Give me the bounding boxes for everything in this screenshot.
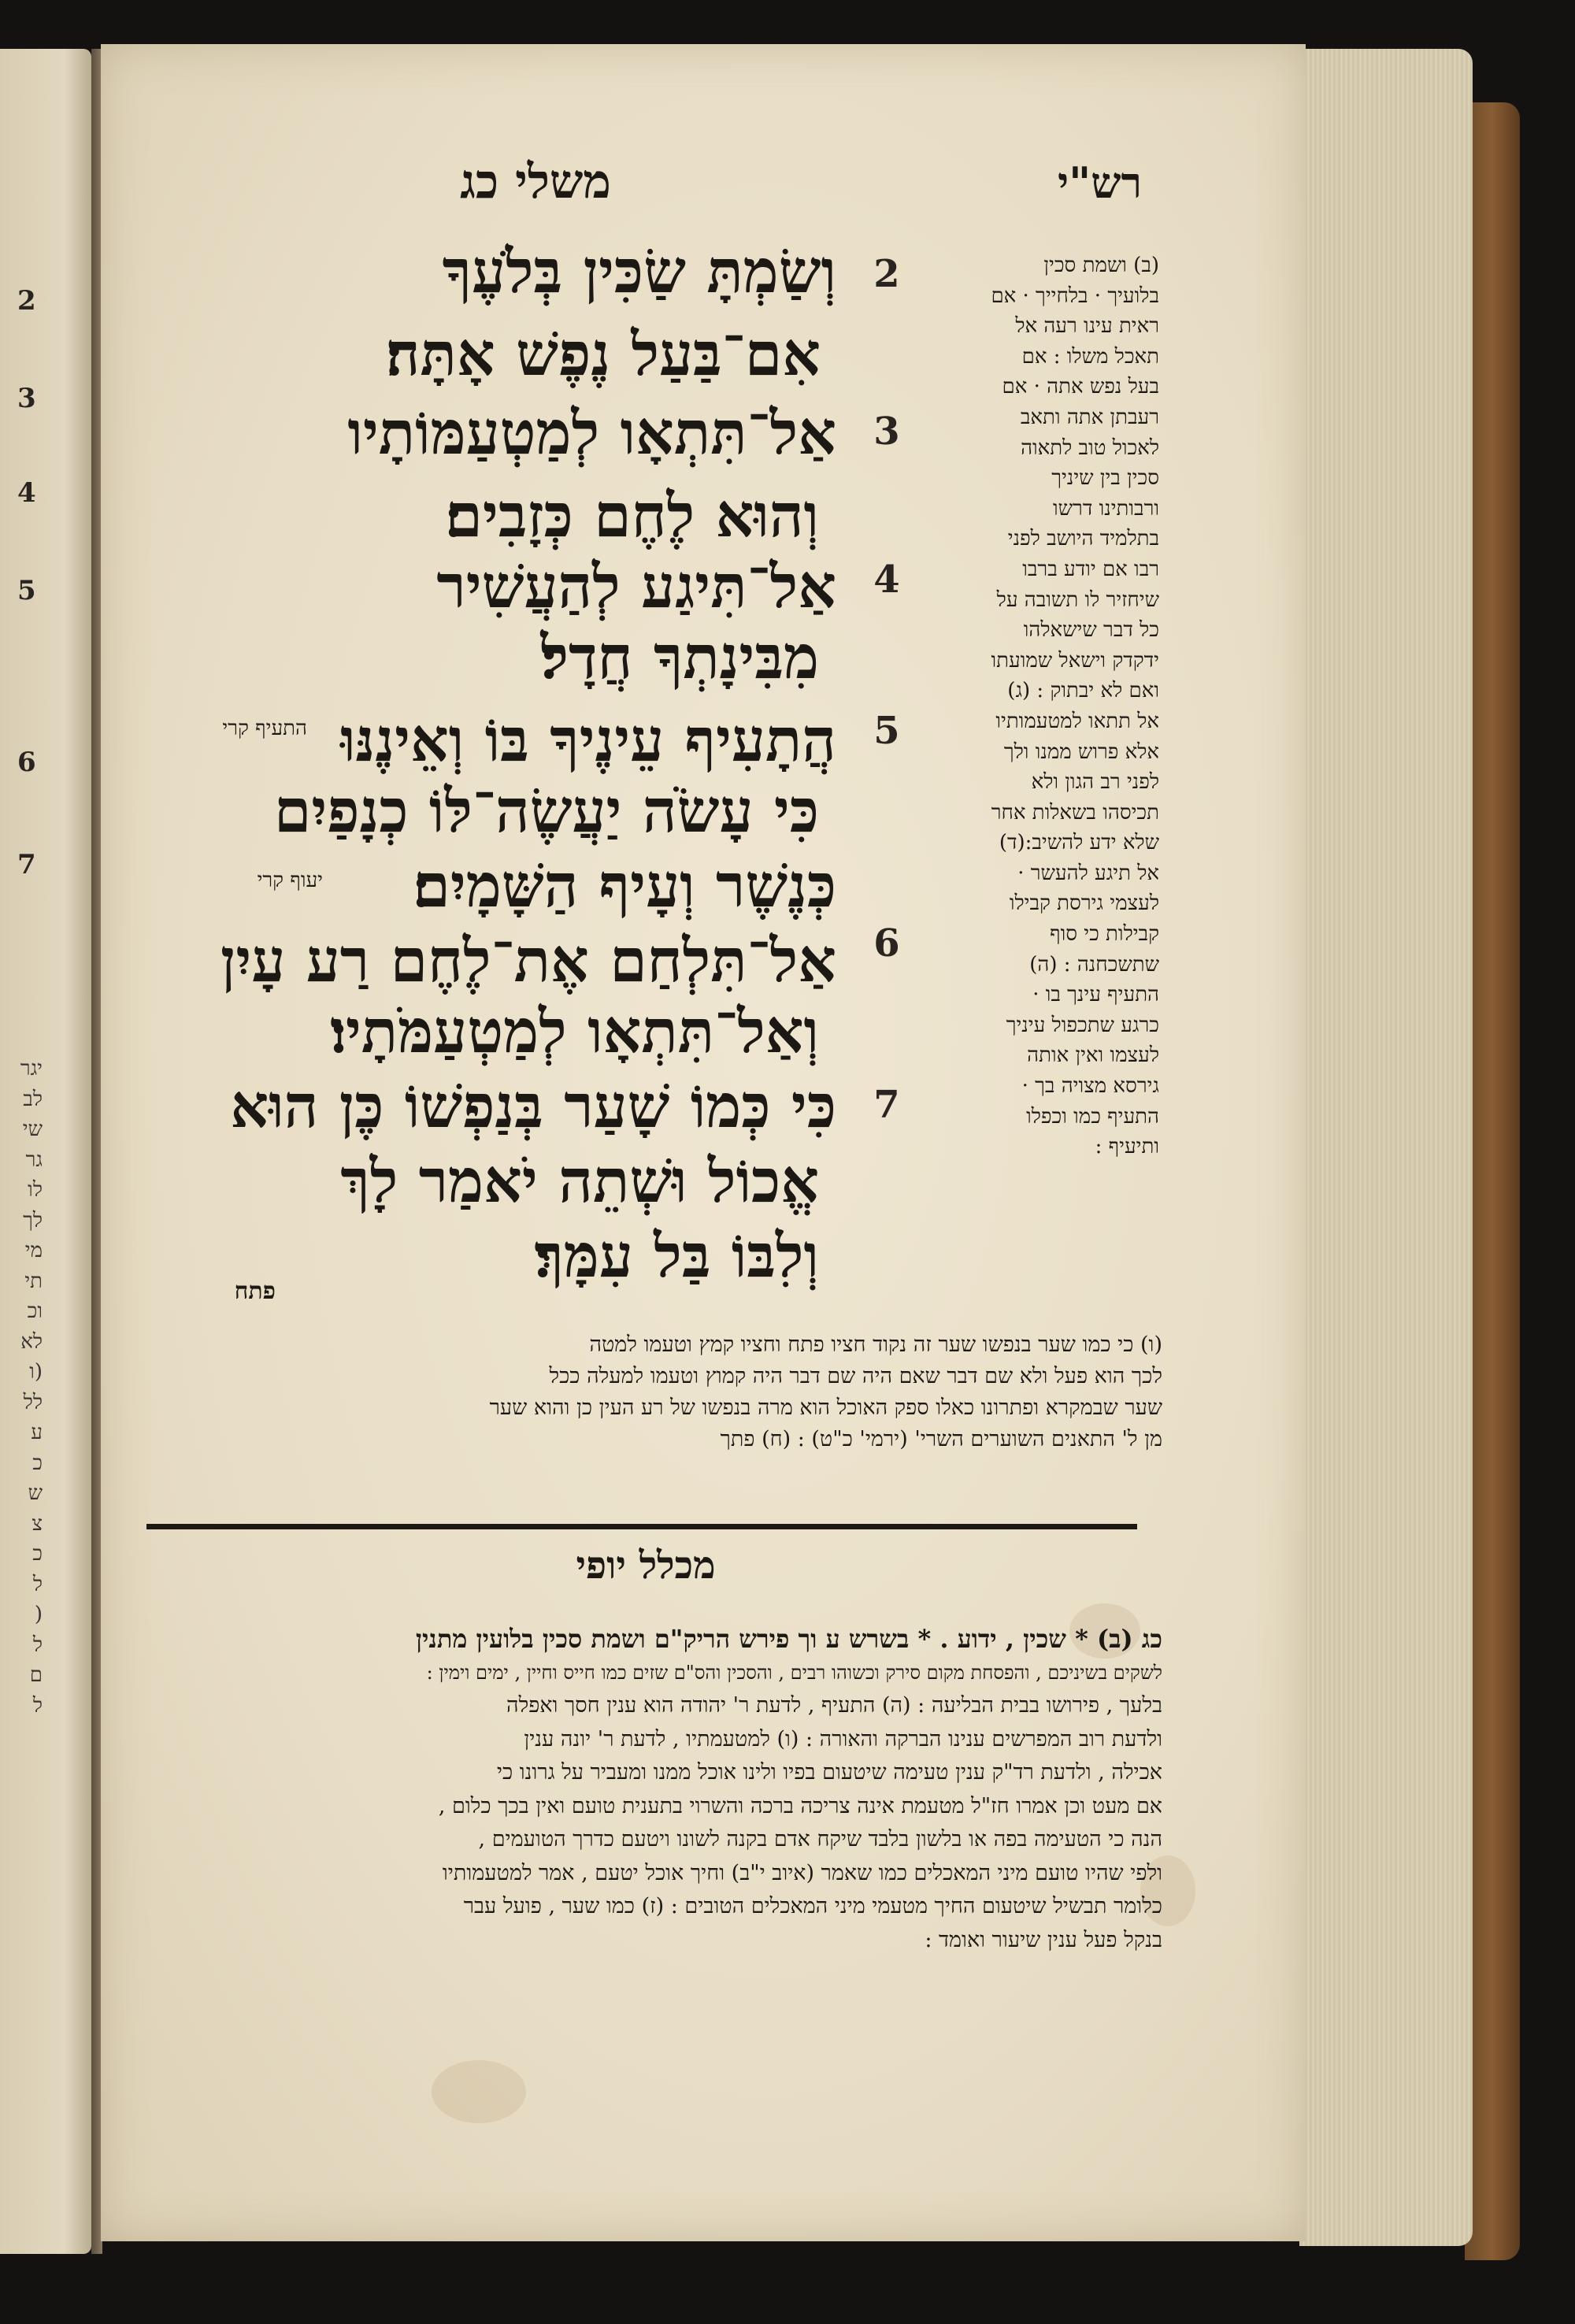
rashi-commentary-column <box>906 250 1159 1329</box>
left-fragment: לב <box>23 1087 43 1111</box>
rashi-header: רש"י <box>1057 158 1142 208</box>
verse-line: מִבִּינָתְךָ חֲדָל׃ <box>540 622 819 692</box>
verse-line: אִם־בַּעַל נֶפֶשׁ אָתָּה׃ <box>385 319 821 389</box>
left-fragment: יגר <box>20 1057 43 1080</box>
left-fragment: צ <box>32 1511 43 1536</box>
rashi-continuation <box>150 1329 1162 1455</box>
left-fragment: גר <box>25 1147 43 1172</box>
catchword-patach: פתח <box>234 1277 276 1305</box>
rashi-line: ואם לא יבתוק : (ג) <box>1007 679 1159 703</box>
rashi-line: (ב) ושמת סכין <box>1043 254 1159 277</box>
verse-line: אַל־תִּתְאָו לְמַטְעַמּוֹתָיו <box>347 398 836 468</box>
verse-number: 3 <box>873 410 900 454</box>
verse-number: 4 <box>873 558 900 602</box>
verse-number: 6 <box>873 921 900 966</box>
rashi-line: ידקדק וישאל שמועתו <box>991 648 1159 673</box>
left-fragment: ל <box>32 1693 43 1718</box>
left-fragment: ש <box>28 1481 43 1505</box>
verse-line: הֲתָעִיף עֵינֶיךָ בּוֹ וְאֵינֶנּוּ <box>340 705 836 775</box>
rashi-line: ותיעיף : <box>1095 1135 1159 1159</box>
verse-line: אַל־תִּלְחַם אֶת־לֶחֶם רַע עָיִן <box>220 925 836 995</box>
commentary-line: בנקל פעל ענין שיעור ואומד : <box>925 1927 1162 1952</box>
rashi-line: לאכול טוב לתאוה <box>1021 436 1159 460</box>
rashi-line: רעבתן אתה ותאב <box>1020 405 1159 429</box>
verse-line: כִּי כְּמוֹ שָׁעַר בְּנַפְשׁוֹ כֶּן הוּא <box>230 1071 836 1141</box>
left-verse-number: 2 <box>17 285 36 317</box>
verse-line: וְלִבּוֹ בַּל עִמָּךְ׃ <box>534 1221 819 1291</box>
left-fragment: תי <box>24 1269 43 1293</box>
rashi-line: אל תיגע להעשר · <box>1017 861 1159 885</box>
page-title: משלי כג <box>460 154 611 209</box>
left-fragment: (ו <box>29 1360 43 1384</box>
commentary-line: בלעך , פירושו בבית הבליעה : (ה) התעיף , לדעת ר' יהודה הוא ענין חסך ואפלה <box>506 1693 1162 1718</box>
rashi-line: גירסא מצויה בך · <box>1021 1074 1159 1099</box>
rashi-line: בלועיך · בלחייך · אם <box>991 284 1159 308</box>
verse-line: וְשַׂמְתָּ שַׂכִּין בְּלֹעֶךָ <box>442 236 836 306</box>
mikhlol-yofi-commentary <box>146 1622 1162 1957</box>
commentary-line: אם מעט וכן אמרו חז"ל מטעמת אינה צריכה ברכה והשרוי בתענית טועם ואין בכך כלום , <box>438 1793 1162 1818</box>
rashi-line: התעיף כמו וכפלו <box>1026 1104 1159 1129</box>
rashi-line: אל תתאו למטעמותיו <box>995 709 1159 733</box>
left-verse-number: 7 <box>17 849 36 880</box>
rashi-line: לעצמי גירסת קבילו <box>1009 891 1159 916</box>
left-verse-number: 6 <box>17 747 36 778</box>
rashi-line: שתשכחנה : (ה) <box>1029 952 1159 977</box>
left-fragment: ( <box>34 1603 43 1626</box>
left-verse-number: 5 <box>17 575 36 606</box>
commentary-line: הנה כי הטעימה בפה או בלשון בלבד שיקח אדם בקנה לשונו ויטעם כדרך הטועמים , <box>478 1827 1162 1851</box>
left-verse-number: 3 <box>17 383 36 414</box>
rashi-line: שיחזיר לו תשובה על <box>996 587 1159 612</box>
verse-line: וְאַל־תִּתְאָו לְמַטְעַמֹּתָיו׃ <box>330 996 819 1066</box>
rashi-line: קבילות כי סוף <box>1050 922 1159 947</box>
left-fragment: לל <box>23 1390 43 1414</box>
rashi-line: תכיסהו בשאלות אחר <box>991 800 1159 825</box>
section-divider <box>146 1524 1137 1529</box>
commentary-line: ולפי שהיו טועם מיני המאכלים כמו שאמר (איוב י"ב) וחיך אוכל יטעם , אמר למטעמותיו <box>442 1860 1162 1885</box>
rashi-line: התעיף עינך בו · <box>1032 983 1159 1007</box>
commentary-line: לשקים בשיניכם , והפסחת מקום סירק וכשוהו רבים , והסכין והס"ם שזים כמו חייס וחיין , ימים וימין : <box>426 1661 1162 1684</box>
rashi-line: כרגע שתכפול עיניך <box>1006 1013 1159 1037</box>
verse-line: וְהוּא לֶחֶם כְּזָבִים׃ <box>445 480 819 550</box>
verse-number: 2 <box>873 252 900 296</box>
rashi-line: מן ל' התאנים השוערים השרי' (ירמי' כ"ט) : (ח) פתך <box>720 1427 1162 1451</box>
left-fragment: לא <box>20 1329 43 1354</box>
verse-line: אַל־תִּיגַע לְהַעֲשִׁיר <box>436 551 836 621</box>
rashi-line: ורבותינו דרשו <box>1053 496 1159 521</box>
left-fragment: כ <box>32 1451 43 1475</box>
rashi-line: כל דבר שישאלהו <box>1023 618 1159 643</box>
qere-note: התעיף קרי <box>222 717 307 740</box>
verse-line: כְּנֶשֶׁר וְעָיף הַשָּׁמָיִם׃ <box>413 851 836 921</box>
rashi-line: לעצמו ואין אותה <box>1027 1043 1159 1068</box>
left-facing-page <box>0 49 91 2254</box>
left-fragment: שי <box>22 1118 43 1141</box>
rashi-line: בתלמיד היושב לפני <box>1007 527 1159 551</box>
rashi-line: (ו) כי כמו שער בנפשו שער זה נקוד חציו פתח וחציו קמץ וטעמו למטה <box>589 1333 1162 1357</box>
rashi-line: לפני רב הגון ולא <box>1031 770 1159 795</box>
rashi-line: תאכל משלו : אם <box>1021 344 1159 369</box>
left-fragment: לך <box>23 1208 43 1232</box>
left-fragment: וכ <box>27 1299 43 1323</box>
left-fragment: ם <box>29 1663 43 1687</box>
rashi-line: לכך הוא פעל ולא שם דבר שאם היה שם דבר היה קמוץ וטעמו למעלה ככל <box>549 1364 1162 1388</box>
left-page-fragments <box>2 1054 43 1721</box>
verse-line: כִּי עָשֹׂה יַעֲשֶׂה־לּוֹ כְנָפַיִם <box>273 776 819 846</box>
left-fragment: ל <box>32 1572 43 1596</box>
left-fragment: לו <box>28 1178 43 1202</box>
verse-line: אֱכוֹל וּשְׁתֵה יֹאמַר לָךְ <box>340 1146 819 1216</box>
verse-number: 7 <box>873 1083 900 1127</box>
left-verse-number: 4 <box>17 477 36 509</box>
book-cover-edge <box>1465 102 1520 2260</box>
rashi-line: ראית עינו רעה אל <box>1015 314 1159 339</box>
left-fragment: ע <box>31 1421 43 1444</box>
verse-number: 5 <box>873 709 900 753</box>
page-edges <box>1299 49 1473 2246</box>
paper-stain <box>432 2060 526 2123</box>
rashi-line: בעל נפש אתה · אם <box>1002 375 1159 399</box>
left-fragment: ל <box>32 1633 43 1657</box>
rashi-line: שער שבמקרא ופתרונו כאלו ספק האוכל הוא מרה בנפשו של רע העין כן והוא שער <box>489 1396 1162 1420</box>
commentary-line: אכילה , ולדעת רד"ק ענין טעימה שיטעום בפיו ולינו אוכל ממנו ומעביר על גרונו כי <box>496 1760 1162 1785</box>
commentary-line: כג (ב) * שכין , ידוע . * בשרש ע וך פירש הריק"ם ושמת סכין בלועין מתנין <box>415 1624 1162 1654</box>
rashi-line: אלא פרוש ממנו ולך <box>1003 739 1159 764</box>
left-fragment: כ <box>32 1542 43 1566</box>
commentary-line: ולדעת רוב המפרשים ענינו הברקה והאורה : (ו) למטעמתיו , לדעת ר' יונה ענין <box>524 1726 1162 1751</box>
rashi-line: שלא ידע להשיב:(ד) <box>999 831 1159 855</box>
left-fragment: מי <box>24 1239 43 1262</box>
commentary-line: כלומר תבשיל שיטעום החיך מטעמי מיני המאכלים הטובים : (ז) כמו שער , פועל עבר <box>463 1894 1162 1918</box>
rashi-line: רבו אם יודע ברבו <box>1022 557 1159 581</box>
commentary-title: מכלל יופי <box>576 1544 716 1588</box>
rashi-line: סכין בין שיניך <box>1051 466 1159 491</box>
qere-note: יעוף קרי <box>257 869 323 892</box>
